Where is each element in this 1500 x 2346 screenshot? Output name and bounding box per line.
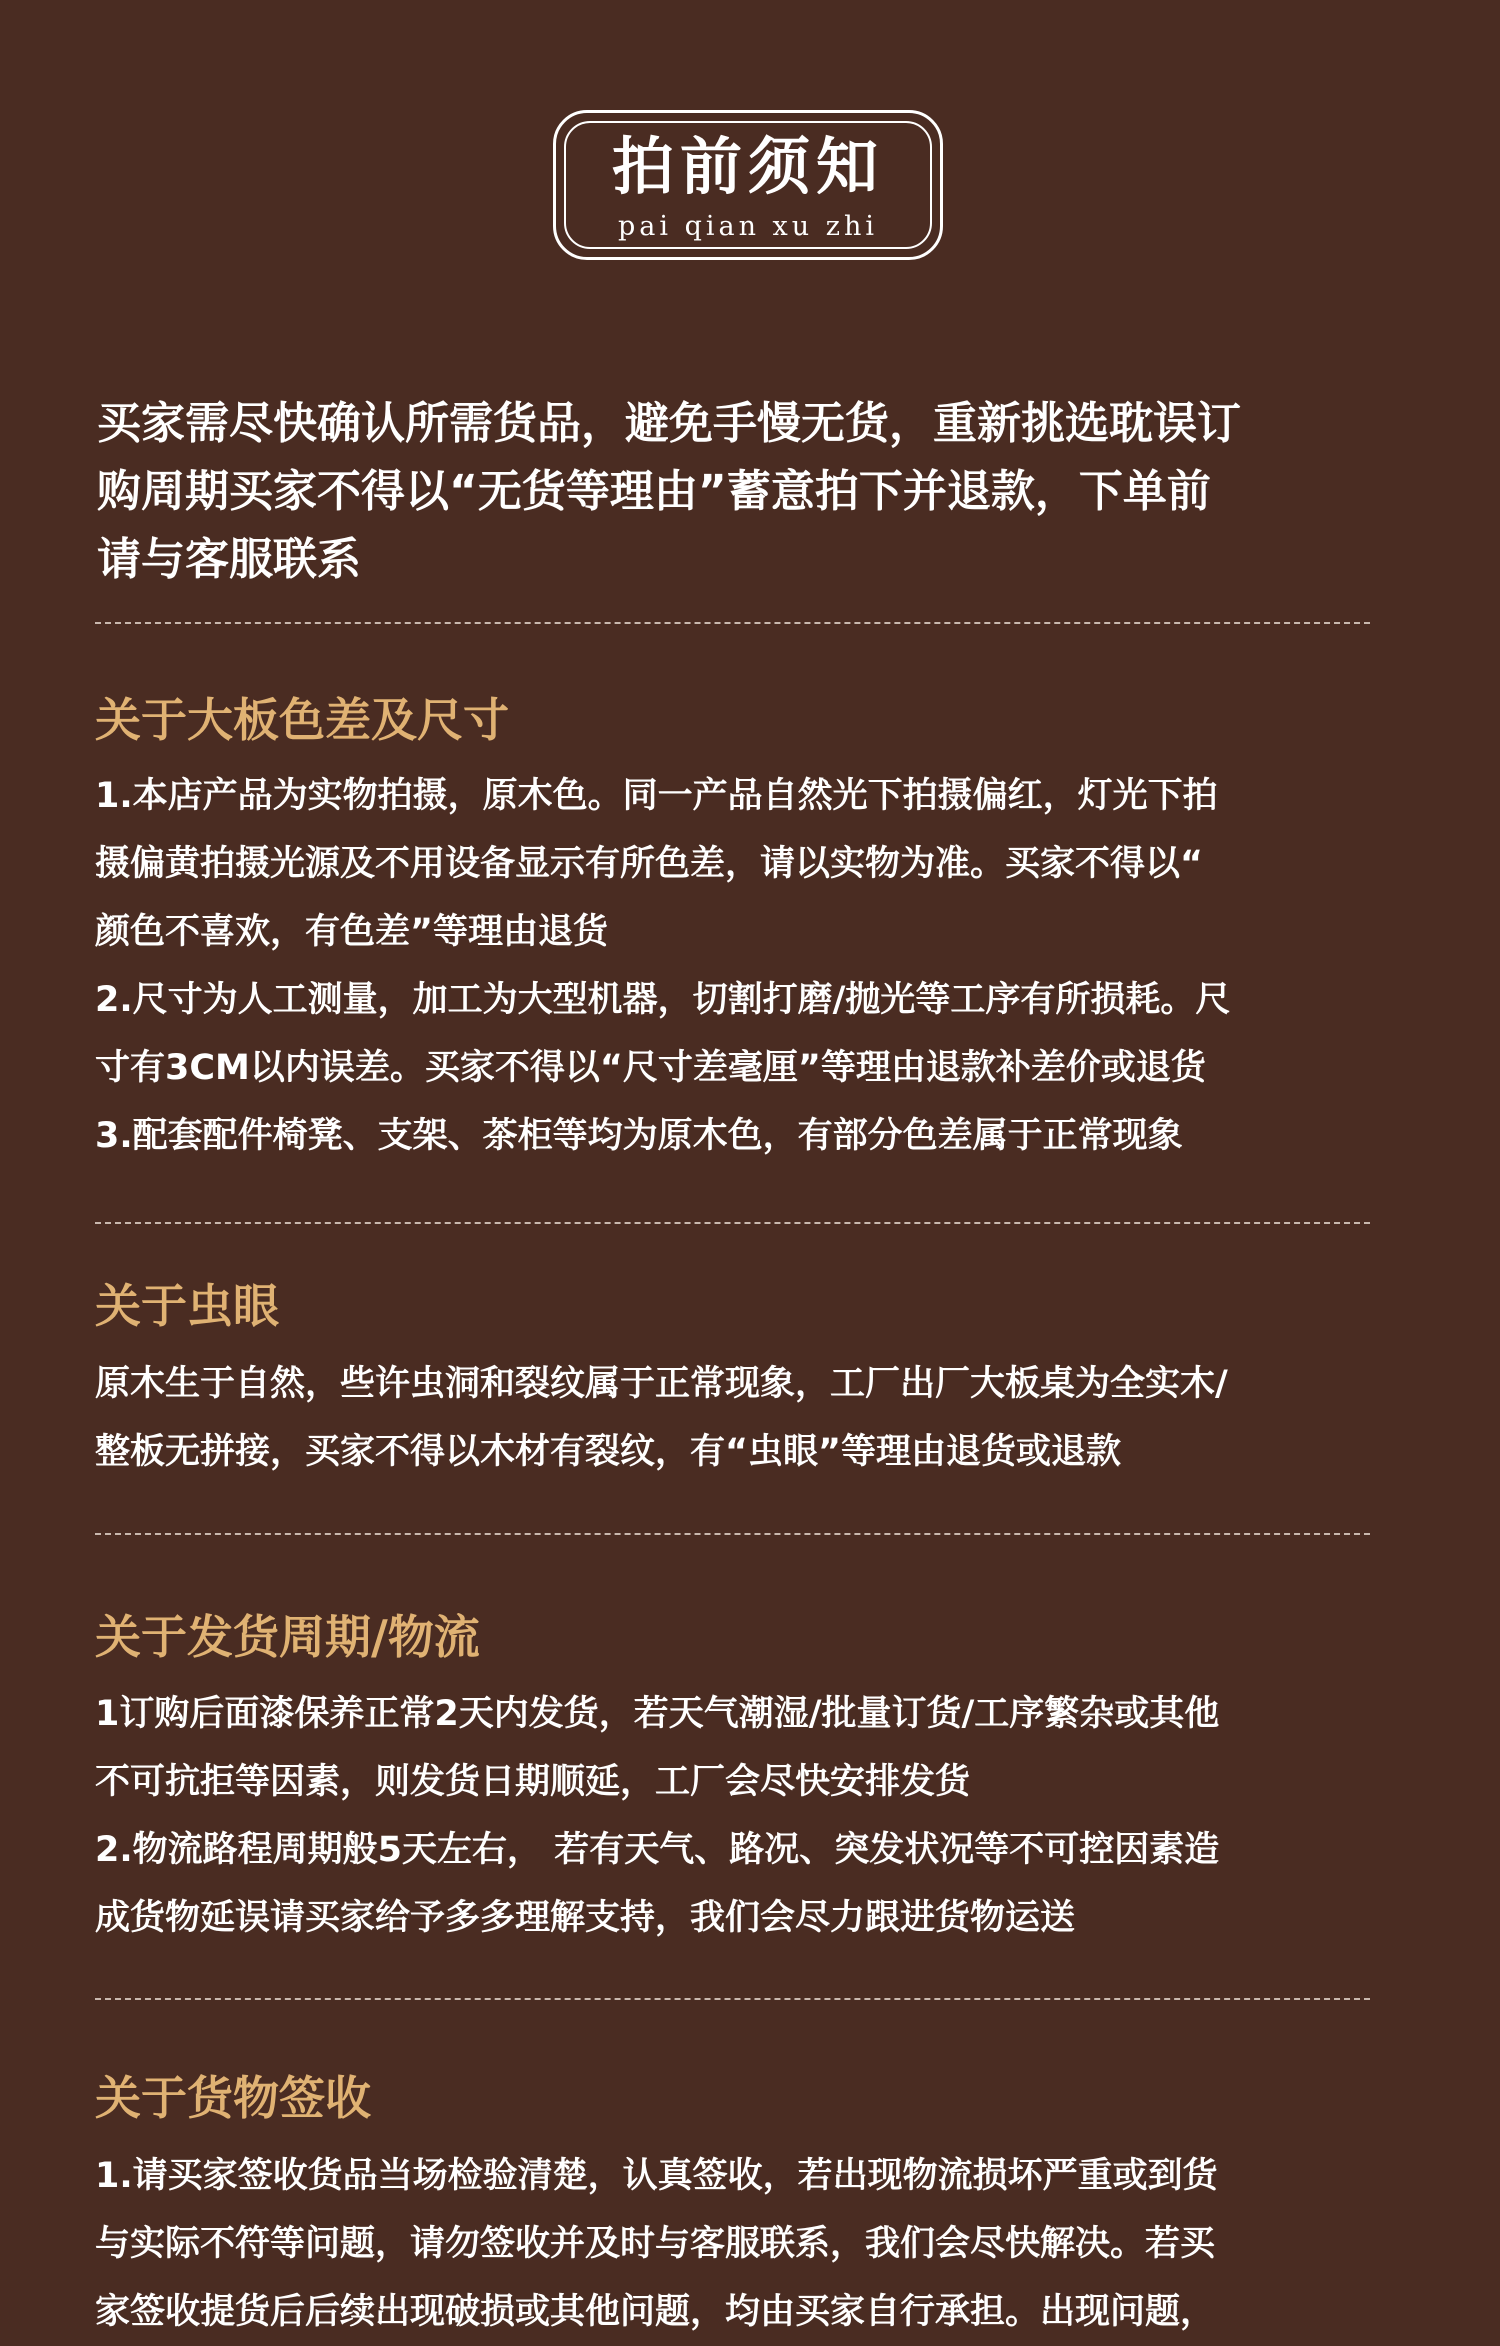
title-badge — [553, 110, 943, 260]
dashed-divider — [95, 1222, 1370, 1224]
section-title-color-size: 关于大板色差及尺寸 — [95, 693, 509, 747]
section-line: 不可抗拒等因素，则发货日期顺延，工厂会尽快安排发货 — [95, 1762, 971, 1802]
section-line: 1.本店产品为实物拍摄，原木色。同一产品自然光下拍摄偏红，灯光下拍 — [95, 776, 1218, 816]
section-title-wormholes: 关于虫眼 — [95, 1279, 279, 1333]
section-line: 1.请买家签收货品当场检验清楚，认真签收，若出现物流损坏严重或到货 — [95, 2156, 1218, 2196]
section-line: 1订购后面漆保养正常2天内发货，若天气潮湿/批量订货/工序繁杂或其他 — [95, 1694, 1220, 1734]
intro-line: 购周期买家不得以“无货等理由”蓄意拍下并退款，下单前 — [97, 466, 1211, 517]
section-line: 整板无拼接，买家不得以木材有裂纹，有“虫眼”等理由退货或退款 — [95, 1432, 1122, 1472]
section-line: 成货物延误请买家给予多多理解支持，我们会尽力跟进货物运送 — [95, 1898, 1076, 1938]
page-subtitle-pinyin: pai qian xu zhi — [617, 211, 879, 242]
section-line: 与实际不符等问题，请勿签收并及时与客服联系，我们会尽快解决。若买 — [95, 2224, 1216, 2264]
section-line: 3.配套配件椅凳、支架、茶柜等均为原木色，有部分色差属于正常现象 — [95, 1116, 1183, 1156]
section-line: 寸有3CM以内误差。买家不得以“尺寸差毫厘”等理由退款补差价或退货 — [95, 1048, 1206, 1088]
section-line: 家签收提货后后续出现破损或其他问题，均由买家自行承担。出现问题， — [95, 2292, 1216, 2332]
section-line: 原木生于自然，些许虫洞和裂纹属于正常现象，工厂出厂大板桌为全实木/ — [95, 1364, 1228, 1404]
section-body-wormholes — [95, 1350, 1395, 1486]
dashed-divider — [95, 1998, 1370, 2000]
intro-line: 买家需尽快确认所需货品，避免手慢无货，重新挑选耽误订 — [97, 398, 1241, 449]
dashed-divider — [95, 622, 1370, 624]
section-title-receipt: 关于货物签收 — [95, 2071, 371, 2125]
section-body-color-size — [95, 762, 1395, 1170]
dashed-divider — [95, 1533, 1370, 1535]
intro-paragraph — [97, 390, 1397, 594]
section-line: 颜色不喜欢，有色差”等理由退货 — [95, 912, 609, 952]
section-body-receipt — [95, 2142, 1395, 2346]
section-line: 2.尺寸为人工测量，加工为大型机器，切割打磨/抛光等工序有所损耗。尺 — [95, 980, 1231, 1020]
intro-line: 请与客服联系 — [97, 534, 361, 585]
section-line: 摄偏黄拍摄光源及不用设备显示有所色差，请以实物为准。买家不得以“ — [95, 844, 1204, 884]
section-title-shipping: 关于发货周期/物流 — [95, 1610, 480, 1664]
section-line: 2.物流路程周期般5天左右， 若有天气、路况、突发状况等不可控因素造 — [95, 1830, 1220, 1870]
page-title: 拍前须知 — [611, 130, 884, 203]
section-body-shipping — [95, 1680, 1395, 1952]
